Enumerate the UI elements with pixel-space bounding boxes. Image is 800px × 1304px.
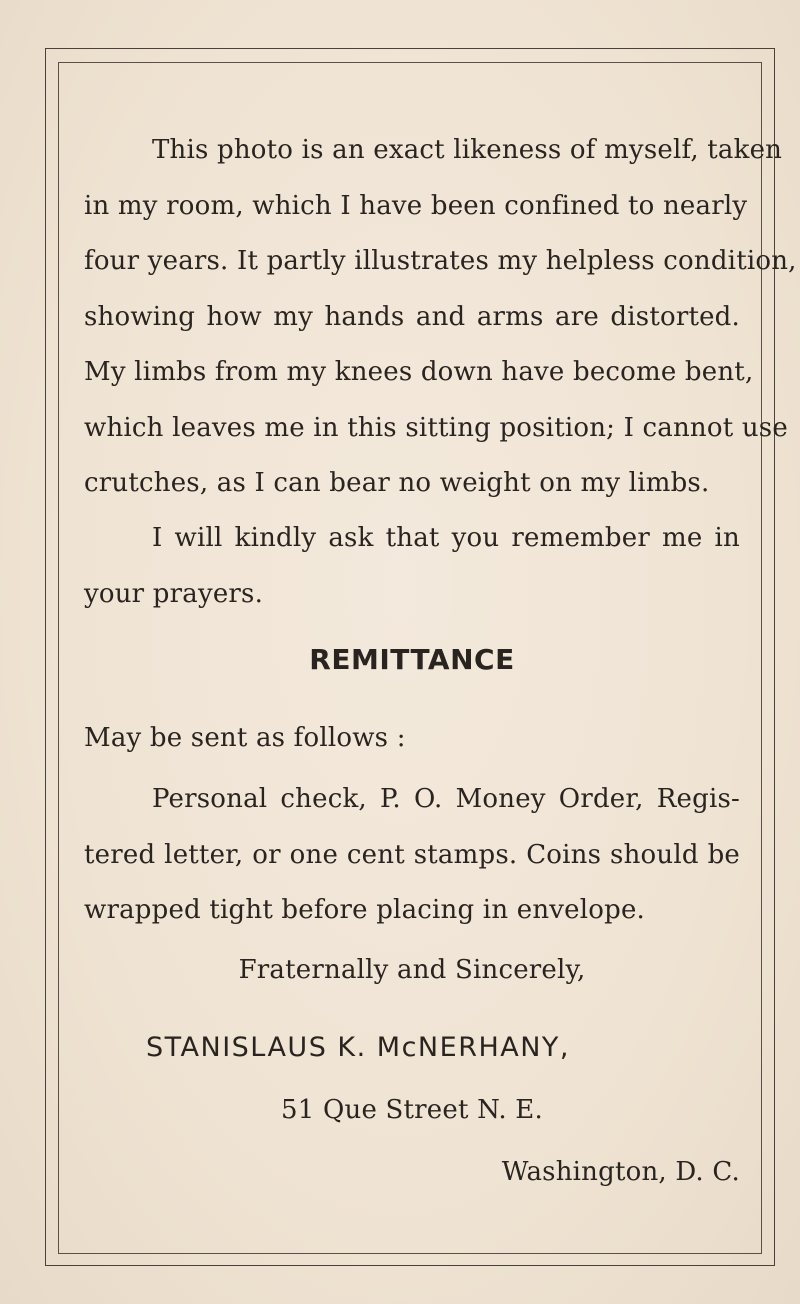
paragraph-line: your prayers.: [84, 579, 264, 609]
signature-city: Washington, D. C.: [501, 1157, 740, 1187]
signature-street: 51 Que Street N. E.: [281, 1095, 543, 1125]
paragraph-line: crutches, as I can bear no weight on my limbs.: [84, 468, 710, 498]
paragraph-line: Personal check, P. O. Money Order, Regis-: [152, 784, 740, 814]
paragraph-line: tered letter, or one cent stamps. Coins should be: [84, 840, 740, 870]
paragraph-line: which leaves me in this sitting position; I cannot use: [84, 413, 788, 443]
signature-name: STANISLAUS K. McNERHANY,: [146, 1032, 570, 1063]
closing: Fraternally and Sincerely,: [238, 955, 586, 985]
paragraph-line: in my room, which I have been confined to nearly: [84, 191, 748, 221]
paragraph-line: four years. It partly illustrates my helpless condition,: [84, 246, 797, 276]
remittance-intro: May be sent as follows :: [84, 723, 406, 753]
paragraph-line: showing how my hands and arms are distorted.: [84, 302, 740, 332]
paragraph-line: wrapped tight before placing in envelope.: [84, 895, 646, 925]
paragraph-line: I will kindly ask that you remember me in: [152, 523, 740, 553]
paragraph-line: My limbs from my knees down have become bent,: [84, 357, 754, 387]
remittance-heading: REMITTANCE: [309, 643, 515, 676]
paragraph-line: This photo is an exact likeness of myself, taken: [152, 135, 783, 165]
